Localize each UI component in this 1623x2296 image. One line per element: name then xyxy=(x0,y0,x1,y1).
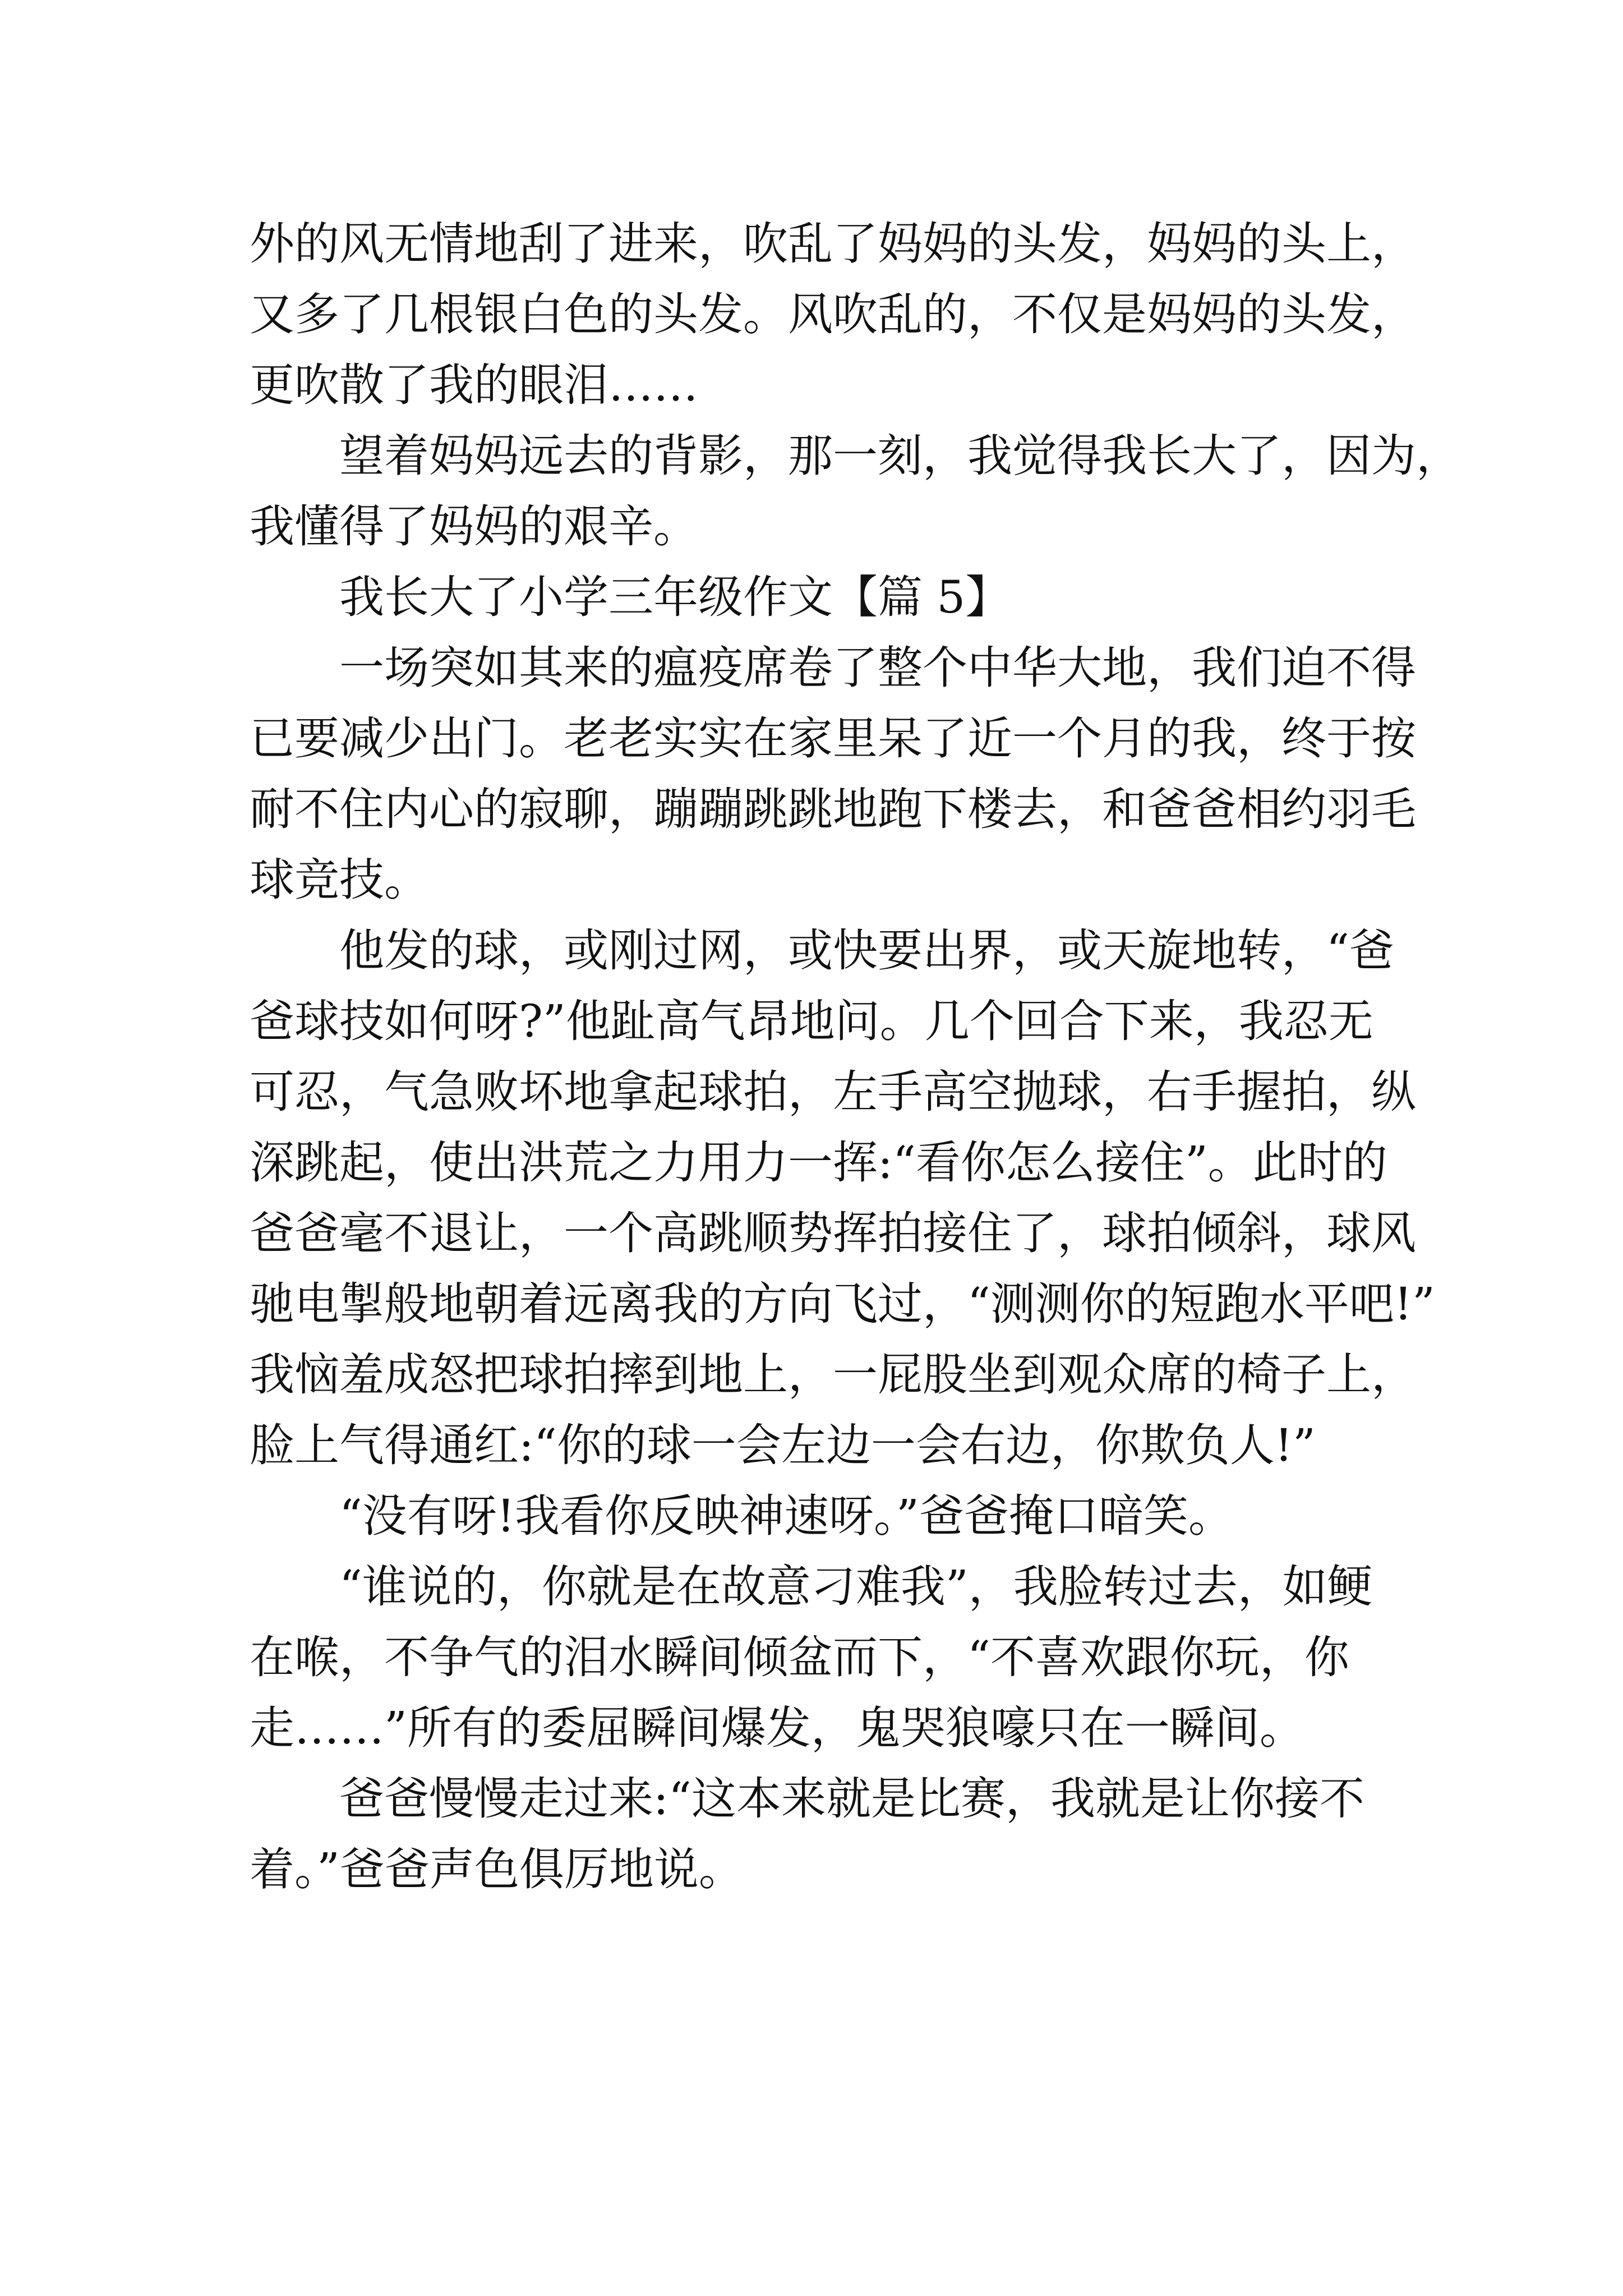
text-line: 我懂得了妈妈的艰辛。 xyxy=(250,500,698,553)
paragraph-start-line: 望着妈妈远去的背影，那一刻，我觉得我长大了，因为， xyxy=(339,430,1461,482)
text-line: 球竞技。 xyxy=(250,854,429,906)
section-heading: 我长大了小学三年级作文【篇 5】 xyxy=(339,571,1011,623)
paragraph-start-line: 他发的球，或刚过网，或快要出界，或天旋地转，“爸 xyxy=(339,924,1394,977)
paragraph-start-line: 一场突如其来的瘟疫席卷了整个中华大地，我们迫不得 xyxy=(339,642,1416,694)
paragraph-start-line: “谁说的，你就是在故意刁难我”，我脸转过去，如鲠 xyxy=(339,1561,1372,1613)
text-line: 在喉，不争气的泪水瞬间倾盆而下，“不喜欢跟你玩，你 xyxy=(250,1631,1349,1683)
text-line: 爸爸毫不退让，一个高跳顺势挥拍接住了，球拍倾斜，球风 xyxy=(250,1207,1416,1259)
text-line: 外的风无情地刮了进来，吹乱了妈妈的头发，妈妈的头上， xyxy=(250,218,1416,270)
text-line: 着。”爸爸声色俱厉地说。 xyxy=(250,1843,744,1895)
document-body xyxy=(250,209,1461,1905)
text-line: 又多了几根银白色的头发。风吹乱的，不仅是妈妈的头发， xyxy=(250,288,1416,341)
text-line: 已要减少出门。老老实实在家里呆了近一个月的我，终于按 xyxy=(250,712,1416,765)
text-line: 更吹散了我的眼泪…… xyxy=(250,359,698,411)
text-line: 可忍，气急败坏地拿起球拍，左手高空抛球，右手握拍，纵 xyxy=(250,1066,1416,1118)
text-line: 走……”所有的委屈瞬间爆发，鬼哭狼嚎只在一瞬间。 xyxy=(250,1702,1304,1754)
text-line: 爸球技如何呀?”他趾高气昂地问。几个回合下来，我忍无 xyxy=(250,995,1373,1047)
text-line: 脸上气得通红:“你的球一会左边一会右边，你欺负人!” xyxy=(250,1419,1316,1471)
paragraph-start-line: 爸爸慢慢走过来:“这本来就是比赛，我就是让你接不 xyxy=(339,1773,1364,1825)
text-line: 我恼羞成怒把球拍摔到地上，一屁股坐到观众席的椅子上， xyxy=(250,1349,1416,1401)
text-line: 驰电掣般地朝着远离我的方向飞过，“测测你的短跑水平吧!” xyxy=(250,1278,1435,1330)
text-line: 耐不住内心的寂聊，蹦蹦跳跳地跑下楼去，和爸爸相约羽毛 xyxy=(250,783,1416,835)
text-line: 深跳起，使出洪荒之力用力一挥:“看你怎么接住”。此时的 xyxy=(250,1137,1387,1189)
paragraph-start-line: “没有呀!我看你反映神速呀。”爸爸掩口暗笑。 xyxy=(339,1490,1233,1542)
